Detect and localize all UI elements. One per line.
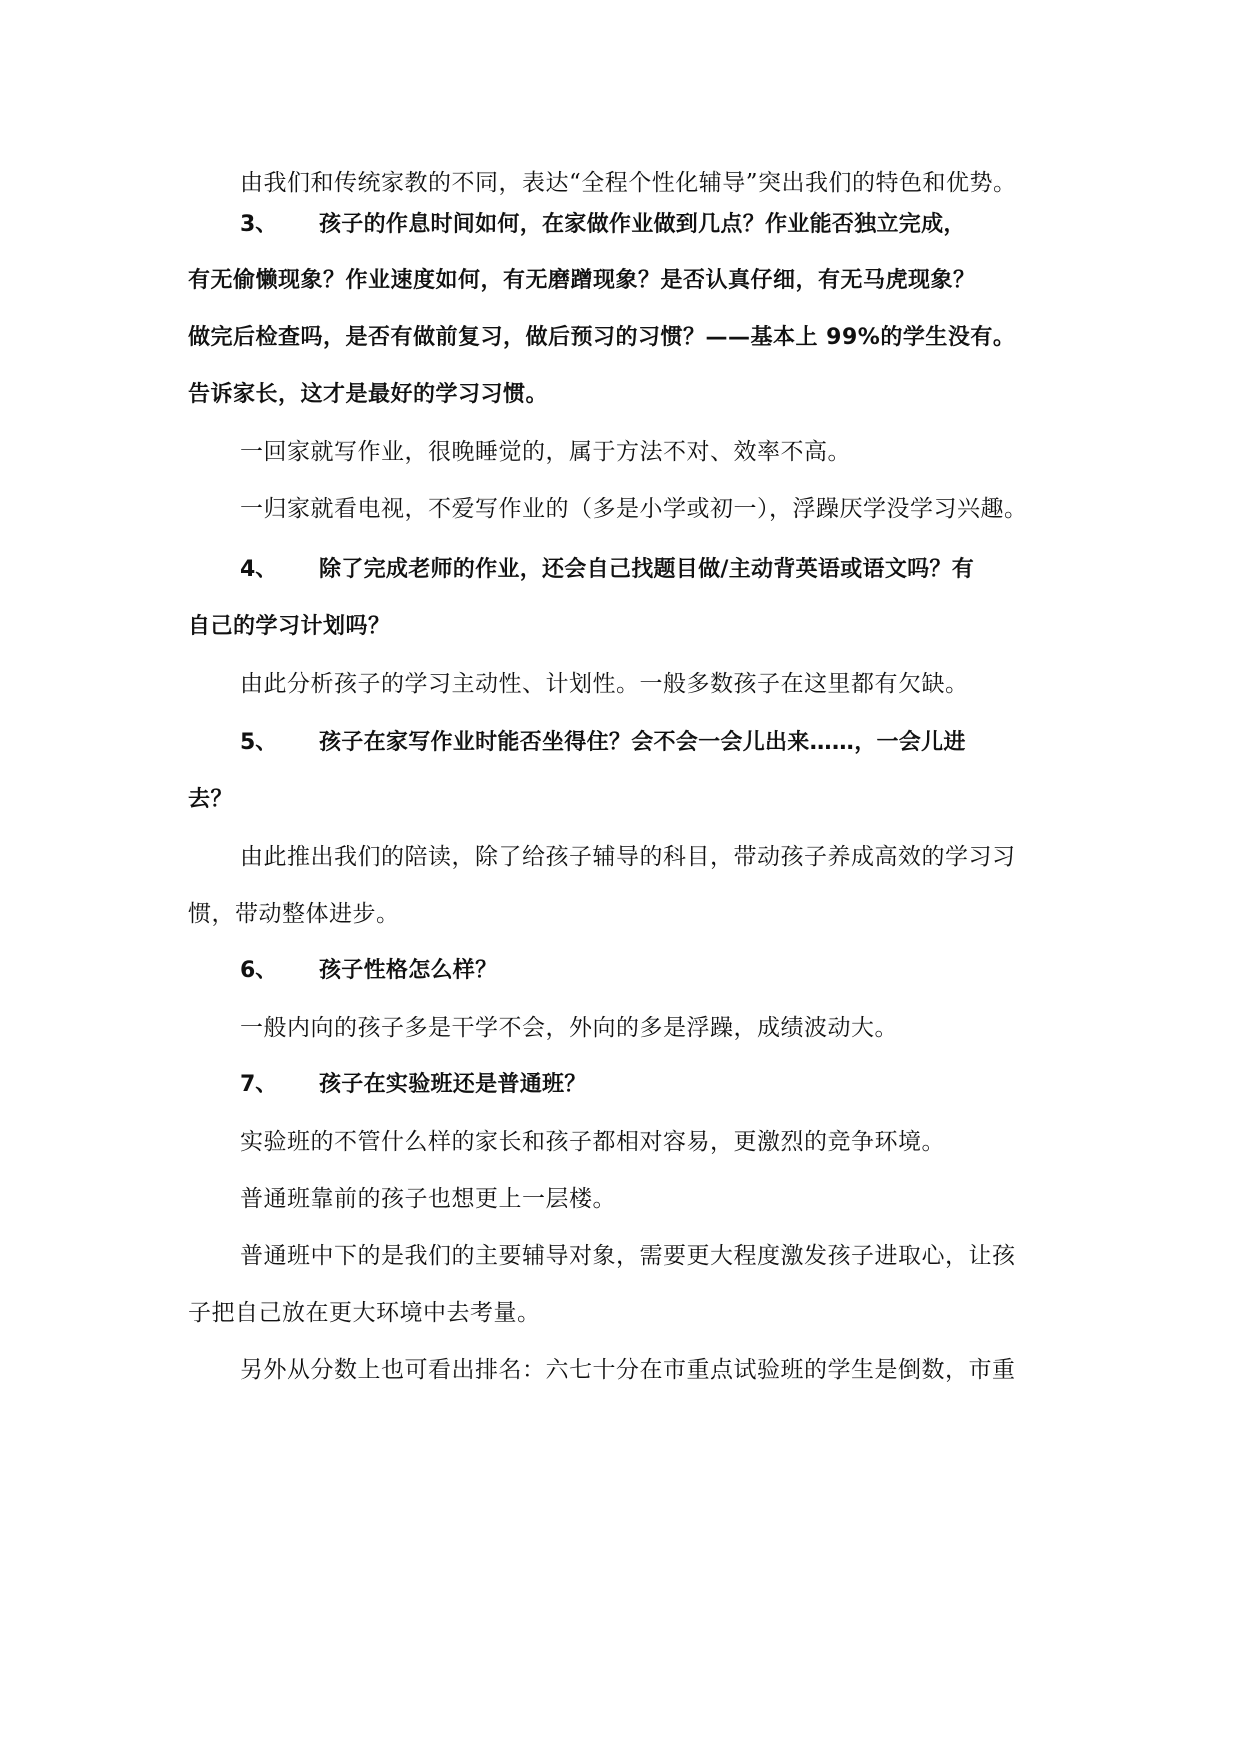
intro-paragraph: 由我们和传统家教的不同，表达“全程个性化辅导”突出我们的特色和优势。	[240, 170, 1017, 196]
question-6-line-1: 孩子性格怎么样？	[319, 958, 498, 983]
question-7-answer-2: 普通班靠前的孩子也想更上一层楼。	[240, 1186, 616, 1212]
question-7-answer-4: 子把自己放在更大环境中去考量。	[188, 1300, 541, 1326]
question-7-number: 7、	[240, 1072, 278, 1097]
question-5-line-1: 孩子在家写作业时能否坐得住？会不会一会儿出来……，一会儿进	[319, 730, 966, 755]
question-4-number: 4、	[240, 557, 278, 582]
question-7-answer-3: 普通班中下的是我们的主要辅导对象，需要更大程度激发孩子进取心，让孩	[240, 1243, 1016, 1269]
question-3-number: 3、	[240, 212, 278, 237]
question-7-line-1: 孩子在实验班还是普通班？	[319, 1072, 587, 1097]
question-3-line-1: 孩子的作息时间如何，在家做作业做到几点？作业能否独立完成，	[319, 212, 966, 237]
question-7-answer-1: 实验班的不管什么样的家长和孩子都相对容易，更激烈的竞争环境。	[240, 1129, 945, 1155]
question-4-line-2: 自己的学习计划吗？	[188, 614, 391, 639]
question-4-answer-1: 由此分析孩子的学习主动性、计划性。一般多数孩子在这里都有欠缺。	[240, 671, 969, 697]
question-3-answer-1: 一回家就写作业，很晚睡觉的，属于方法不对、效率不高。	[240, 439, 851, 465]
question-5-answer-2: 惯，带动整体进步。	[188, 901, 400, 927]
question-3-line-3: 做完后检查吗，是否有做前复习，做后预习的习惯？——基本上 99%的学生没有。	[188, 325, 1016, 350]
question-3-answer-2: 一归家就看电视，不爱写作业的（多是小学或初一），浮躁厌学没学习兴趣。	[240, 496, 1028, 522]
question-7-answer-5: 另外从分数上也可看出排名：六七十分在市重点试验班的学生是倒数，市重	[240, 1357, 1016, 1383]
question-5-line-2: 去？	[188, 787, 234, 812]
question-6-answer-1: 一般内向的孩子多是干学不会，外向的多是浮躁，成绩波动大。	[240, 1015, 898, 1041]
question-5-answer-1: 由此推出我们的陪读，除了给孩子辅导的科目，带动孩子养成高效的学习习	[240, 844, 1016, 870]
question-3-line-2: 有无偷懒现象？作业速度如何，有无磨蹭现象？是否认真仔细，有无马虎现象？	[188, 268, 976, 293]
question-6-number: 6、	[240, 958, 278, 983]
question-4-line-1: 除了完成老师的作业，还会自己找题目做/主动背英语或语文吗？有	[319, 557, 975, 582]
question-5-number: 5、	[240, 730, 278, 755]
question-3-line-4: 告诉家长，这才是最好的学习习惯。	[188, 382, 549, 407]
